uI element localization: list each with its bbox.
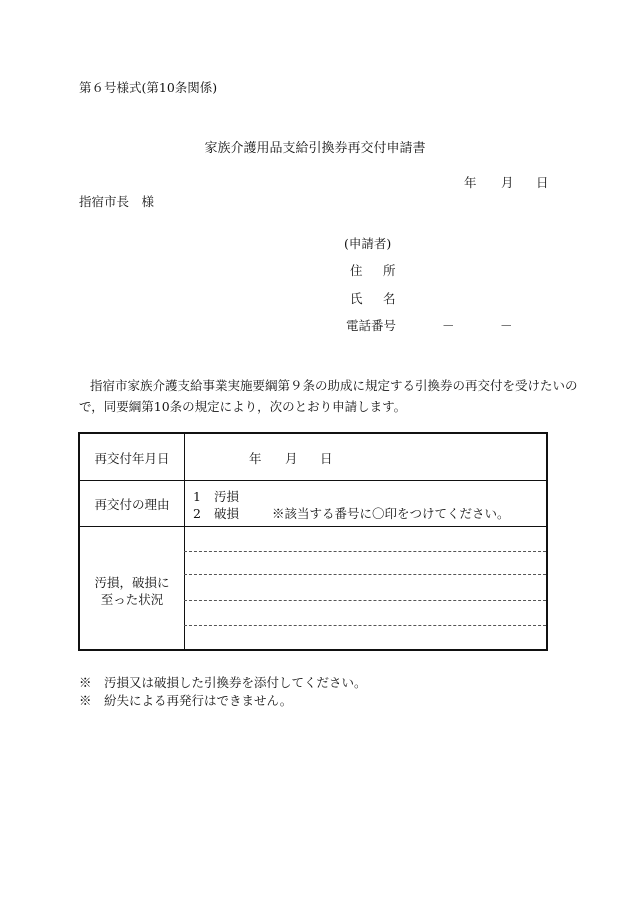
table-row-divider-2 [80, 526, 546, 527]
name-label-second: 名 [383, 291, 396, 306]
table-row-divider-1 [80, 480, 546, 481]
date-year-label: 年 [464, 175, 477, 190]
circumstances-write-line-4[interactable] [184, 625, 546, 626]
circumstances-label-line-1: 汚損，破損に [94, 575, 170, 590]
phone-separator-1: － [442, 318, 455, 333]
reissue-date-year: 年 [249, 451, 262, 466]
body-text-line-2: で，同要綱第10条の規定により，次のとおり申請します。 [79, 399, 407, 414]
reissue-date-day: 日 [320, 451, 333, 466]
reason-option-1-text: 汚損 [214, 489, 240, 504]
reissue-date-label: 再交付年月日 [94, 451, 170, 466]
reason-option-2-text: 破損 [214, 506, 240, 521]
address-label-second: 所 [383, 263, 396, 278]
reason-instruction-note: ※該当する番号に〇印をつけてください。 [272, 506, 510, 521]
circumstances-write-line-3[interactable] [184, 600, 546, 601]
circumstances-write-line-2[interactable] [184, 574, 546, 575]
applicant-heading: (申請者) [344, 236, 392, 251]
body-text-line-1: 指宿市家族介護支給事業実施要綱第９条の助成に規定する引換券の再交付を受けたいの [90, 378, 578, 393]
date-day-label: 日 [536, 175, 549, 190]
application-table [78, 432, 548, 651]
reason-option-2-number: 2 [193, 506, 201, 521]
document-title: 家族介護用品支給引換券再交付申請書 [204, 141, 426, 156]
form-number: 第６号様式(第10条関係) [79, 80, 218, 95]
date-month-label: 月 [501, 175, 514, 190]
footnote-attach: ※ 汚損又は破損した引換券を添付してください。 [79, 675, 367, 690]
phone-separator-2: － [500, 318, 513, 333]
circumstances-write-line-1[interactable] [184, 551, 546, 552]
circumstances-label-line-2: 至った状況 [100, 592, 164, 607]
phone-label: 電話番号 [346, 318, 397, 333]
table-column-divider [184, 434, 185, 649]
address-label-first: 住 [350, 263, 363, 278]
footnote-no-reissue-lost: ※ 紛失による再発行はできません。 [79, 693, 293, 708]
reissue-reason-label: 再交付の理由 [94, 497, 170, 512]
reissue-date-month: 月 [285, 451, 298, 466]
reason-option-1-number: 1 [193, 489, 201, 504]
name-label-first: 氏 [350, 291, 363, 306]
addressee: 指宿市長 様 [79, 194, 155, 209]
